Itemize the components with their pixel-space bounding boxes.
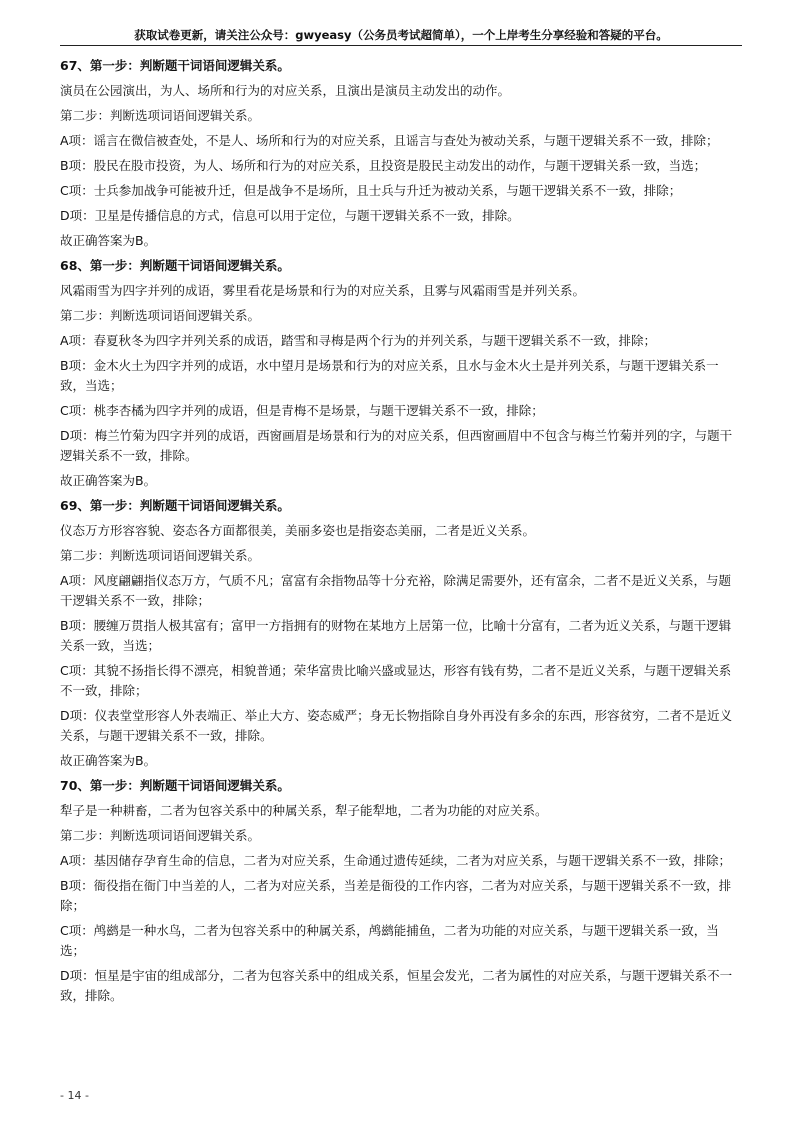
option-d: D项：梅兰竹菊为四字并列的成语，西窗画眉是场景和行为的对应关系，但西窗画眉中不包含与梅兰竹菊并列的字，与题干逻辑关系不一致，排除。 <box>60 428 733 463</box>
option-b: B项：股民在股市投资，为人、场所和行为的对应关系，且投资是股民主动发出的动作，与题干逻辑关系一致，当选； <box>60 158 707 173</box>
answer-explanations <box>60 56 742 1011</box>
question-block-70 <box>60 776 742 1006</box>
question-step-two: 第二步：判断选项词语间逻辑关系。 <box>60 828 261 843</box>
option-a: A项：春夏秋冬为四字并列关系的成语，踏雪和寻梅是两个行为的并列关系，与题干逻辑关系不一致，排除； <box>60 333 657 348</box>
answer-line: 故正确答案为B。 <box>60 473 157 488</box>
question-step-one: 69、第一步：判断题干词语间逻辑关系。 <box>60 498 290 513</box>
option-c: C项：鸬鹚是一种水鸟，二者为包容关系中的种属关系，鸬鹚能捕鱼，二者为功能的对应关系，与题干逻辑关系一致，当选； <box>60 923 719 958</box>
question-step-two: 第二步：判断选项词语间逻辑关系。 <box>60 308 261 323</box>
option-b: B项：腰缠万贯指人极其富有；富甲一方指拥有的财物在某地方上居第一位，比喻十分富有，二者为近义关系，与题干逻辑关系一致，当选； <box>60 618 732 653</box>
question-step-two: 第二步：判断选项词语间逻辑关系。 <box>60 108 261 123</box>
option-d: D项：仪表堂堂形容人外表端正、举止大方、姿态威严；身无长物指除自身外再没有多余的东西，形容贫穷，二者不是近义关系，与题干逻辑关系不一致，排除。 <box>60 708 733 743</box>
stem-analysis: 仪态万方形容容貌、姿态各方面都很美，美丽多姿也是指姿态美丽，二者是近义关系。 <box>60 523 536 538</box>
question-step-one: 67、第一步：判断题干词语间逻辑关系。 <box>60 58 290 73</box>
answer-line: 故正确答案为B。 <box>60 233 157 248</box>
question-block-69 <box>60 496 742 771</box>
option-c: C项：士兵参加战争可能被升迁，但是战争不是场所，且士兵与升迁为被动关系，与题干逻辑关系不一致，排除； <box>60 183 682 198</box>
answer-line: 故正确答案为B。 <box>60 753 157 768</box>
page-header: 获取试卷更新，请关注公众号：gwyeasy（公务员考试超简单），一个上岸考生分享经验和答疑的平台。 <box>134 28 668 42</box>
question-step-one: 68、第一步：判断题干词语间逻辑关系。 <box>60 258 290 273</box>
option-b: B项：衙役指在衙门中当差的人，二者为对应关系，当差是衙役的工作内容，二者为对应关系，与题干逻辑关系不一致，排除； <box>60 878 732 913</box>
option-a: A项：风度翩翩指仪态万方，气质不凡；富富有余指物品等十分充裕，除满足需要外，还有富余，二者不是近义关系，与题干逻辑关系不一致，排除； <box>60 573 732 608</box>
option-a: A项：基因储存孕育生命的信息，二者为对应关系，生命通过遗传延续，二者为对应关系，与题干逻辑关系不一致，排除； <box>60 853 732 868</box>
question-step-two: 第二步：判断选项词语间逻辑关系。 <box>60 548 261 563</box>
page-number: - 14 - <box>60 1089 89 1102</box>
option-b: B项：金木火土为四字并列的成语，水中望月是场景和行为的对应关系，且水与金木火土是并列关系，与题干逻辑关系一致，当选； <box>60 358 719 393</box>
option-c: C项：桃李杏橘为四字并列的成语，但是青梅不是场景，与题干逻辑关系不一致，排除； <box>60 403 544 418</box>
stem-analysis: 演员在公园演出，为人、场所和行为的对应关系，且演出是演员主动发出的动作。 <box>60 83 511 98</box>
option-d: D项：恒星是宇宙的组成部分，二者为包容关系中的组成关系，恒星会发光，二者为属性的对应关系，与题干逻辑关系不一致，排除。 <box>60 968 733 1003</box>
question-block-67 <box>60 56 742 251</box>
option-a: A项：谣言在微信被查处，不是人、场所和行为的对应关系，且谣言与查处为被动关系，与题干逻辑关系不一致，排除； <box>60 133 719 148</box>
question-step-one: 70、第一步：判断题干词语间逻辑关系。 <box>60 778 290 793</box>
option-d: D项：卫星是传播信息的方式，信息可以用于定位，与题干逻辑关系不一致，排除。 <box>60 208 520 223</box>
question-block-68 <box>60 256 742 491</box>
stem-analysis: 风霜雨雪为四字并列的成语，雾里看花是场景和行为的对应关系，且雾与风霜雨雪是并列关系。 <box>60 283 586 298</box>
header-divider <box>60 45 742 46</box>
stem-analysis: 犁子是一种耕畜，二者为包容关系中的种属关系，犁子能犁地，二者为功能的对应关系。 <box>60 803 548 818</box>
option-c: C项：其貌不扬指长得不漂亮，相貌普通；荣华富贵比喻兴盛或显达，形容有钱有势，二者不是近义关系，与题干逻辑关系不一致，排除； <box>60 663 732 698</box>
